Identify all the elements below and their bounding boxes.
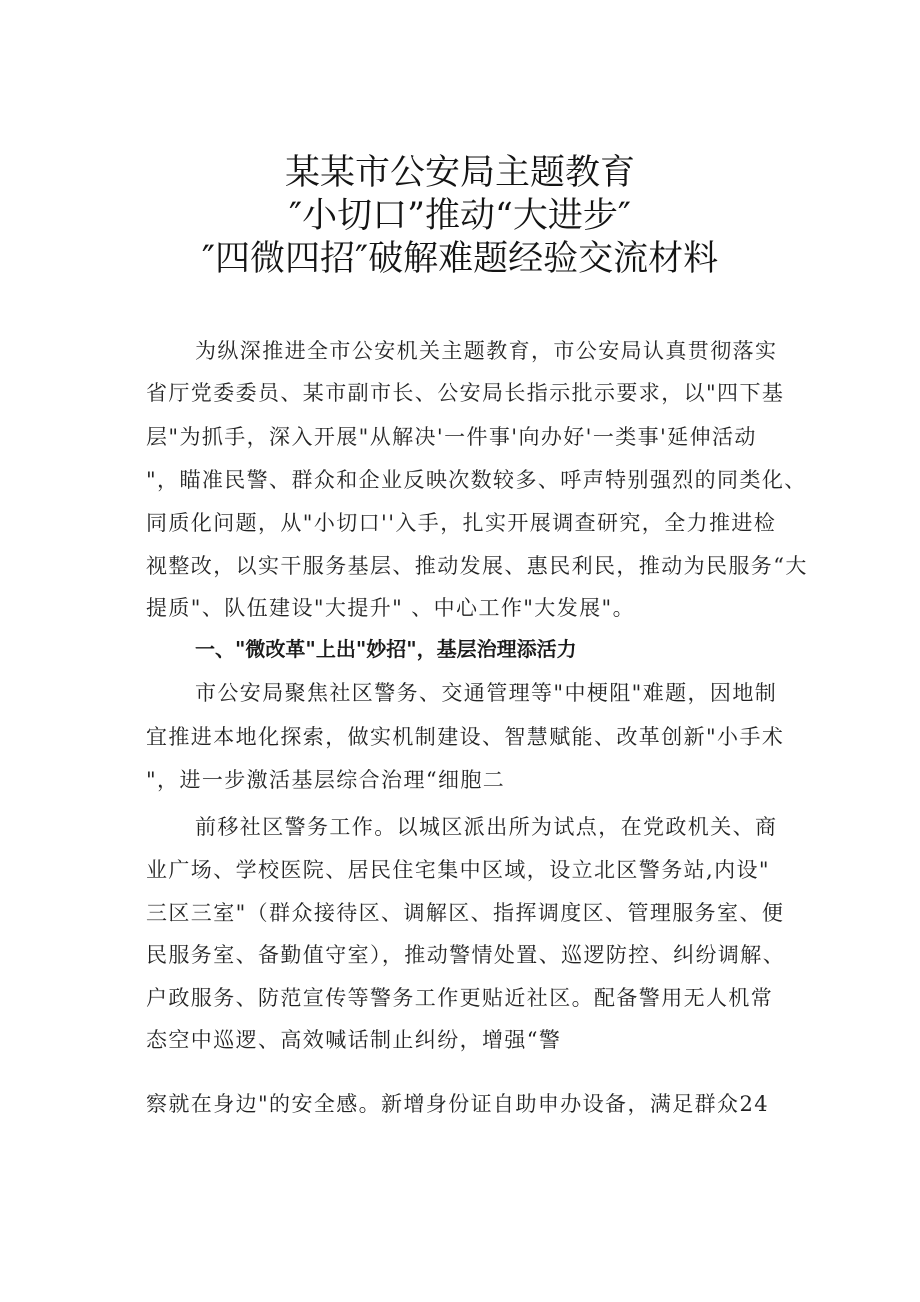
intro-line-7: 提质"、队伍建设"大提升" 、中心工作"大发展"。 — [146, 596, 635, 620]
section1-para3-line-1: 察就在身边"的安全感。新增身份证自助申办设备，满足群众24 — [146, 1092, 769, 1116]
intro-line-5: 同质化问题，从"小切口''入手，扎实开展调查研究，全力推进检 — [146, 511, 777, 535]
title-line-2: ″小切口”推动“大进步″ — [289, 196, 631, 236]
intro-line-2: 省厅党委委员、某市副市长、公安局长指示批示要求，以"四下基 — [146, 381, 785, 405]
document-title — [0, 152, 920, 281]
section1-para2-line-6: 态空中巡逻、高效喊话制止纠纷，增强“警 — [146, 1028, 562, 1052]
section1-para1-line-2: 宜推进本地化探索，做实机制建设、智慧赋能、改革创新"小手术 — [146, 725, 785, 749]
section1-para1-line-1: 市公安局聚焦社区警务、交通管理等"中梗阻"难题，因地制 — [195, 681, 778, 705]
section-heading-1: 一、"微改革"上出"妙招"，基层治理添活力 — [195, 637, 577, 661]
section1-para2-line-4: 民服务室、备勤值守室），推动警情处置、巡逻防控、纠纷调解、 — [146, 943, 786, 967]
section1-para2-line-2: 业广场、学校医院、居民住宅集中区域，设立北区警务站,内设" — [146, 858, 770, 882]
section1-para2-line-3: 三区三室"（群众接待区、调解区、指挥调度区、管理服务室、便 — [146, 901, 785, 925]
intro-line-1: 为纵深推进全市公安机关主题教育，市公安局认真贯彻落实 — [195, 339, 778, 363]
section1-para2-line-1: 前移社区警务工作。以城区派出所为试点，在党政机关、商 — [195, 815, 778, 839]
section1-para2-line-5: 户政服务、防范宣传等警务工作更贴近社区。配备警用无人机常 — [146, 986, 774, 1010]
section1-para1-line-3: "，进一步激活基层综合治理“细胞二 — [146, 768, 506, 792]
title-line-3: ″四微四招″破解难题经验交流材料 — [201, 239, 719, 279]
intro-line-4: "，瞄准民警、群众和企业反映次数较多、呼声特别强烈的同类化、 — [146, 468, 807, 492]
title-line-1: 某某市公安局主题教育 — [284, 153, 635, 193]
intro-line-3: 层"为抓手，深入开展"从解决'一件事'向办好'一类事'延伸活动 — [146, 425, 757, 449]
intro-line-6: 视整改，以实干服务基层、推动发展、惠民利民，推动为民服务“大 — [146, 554, 808, 578]
